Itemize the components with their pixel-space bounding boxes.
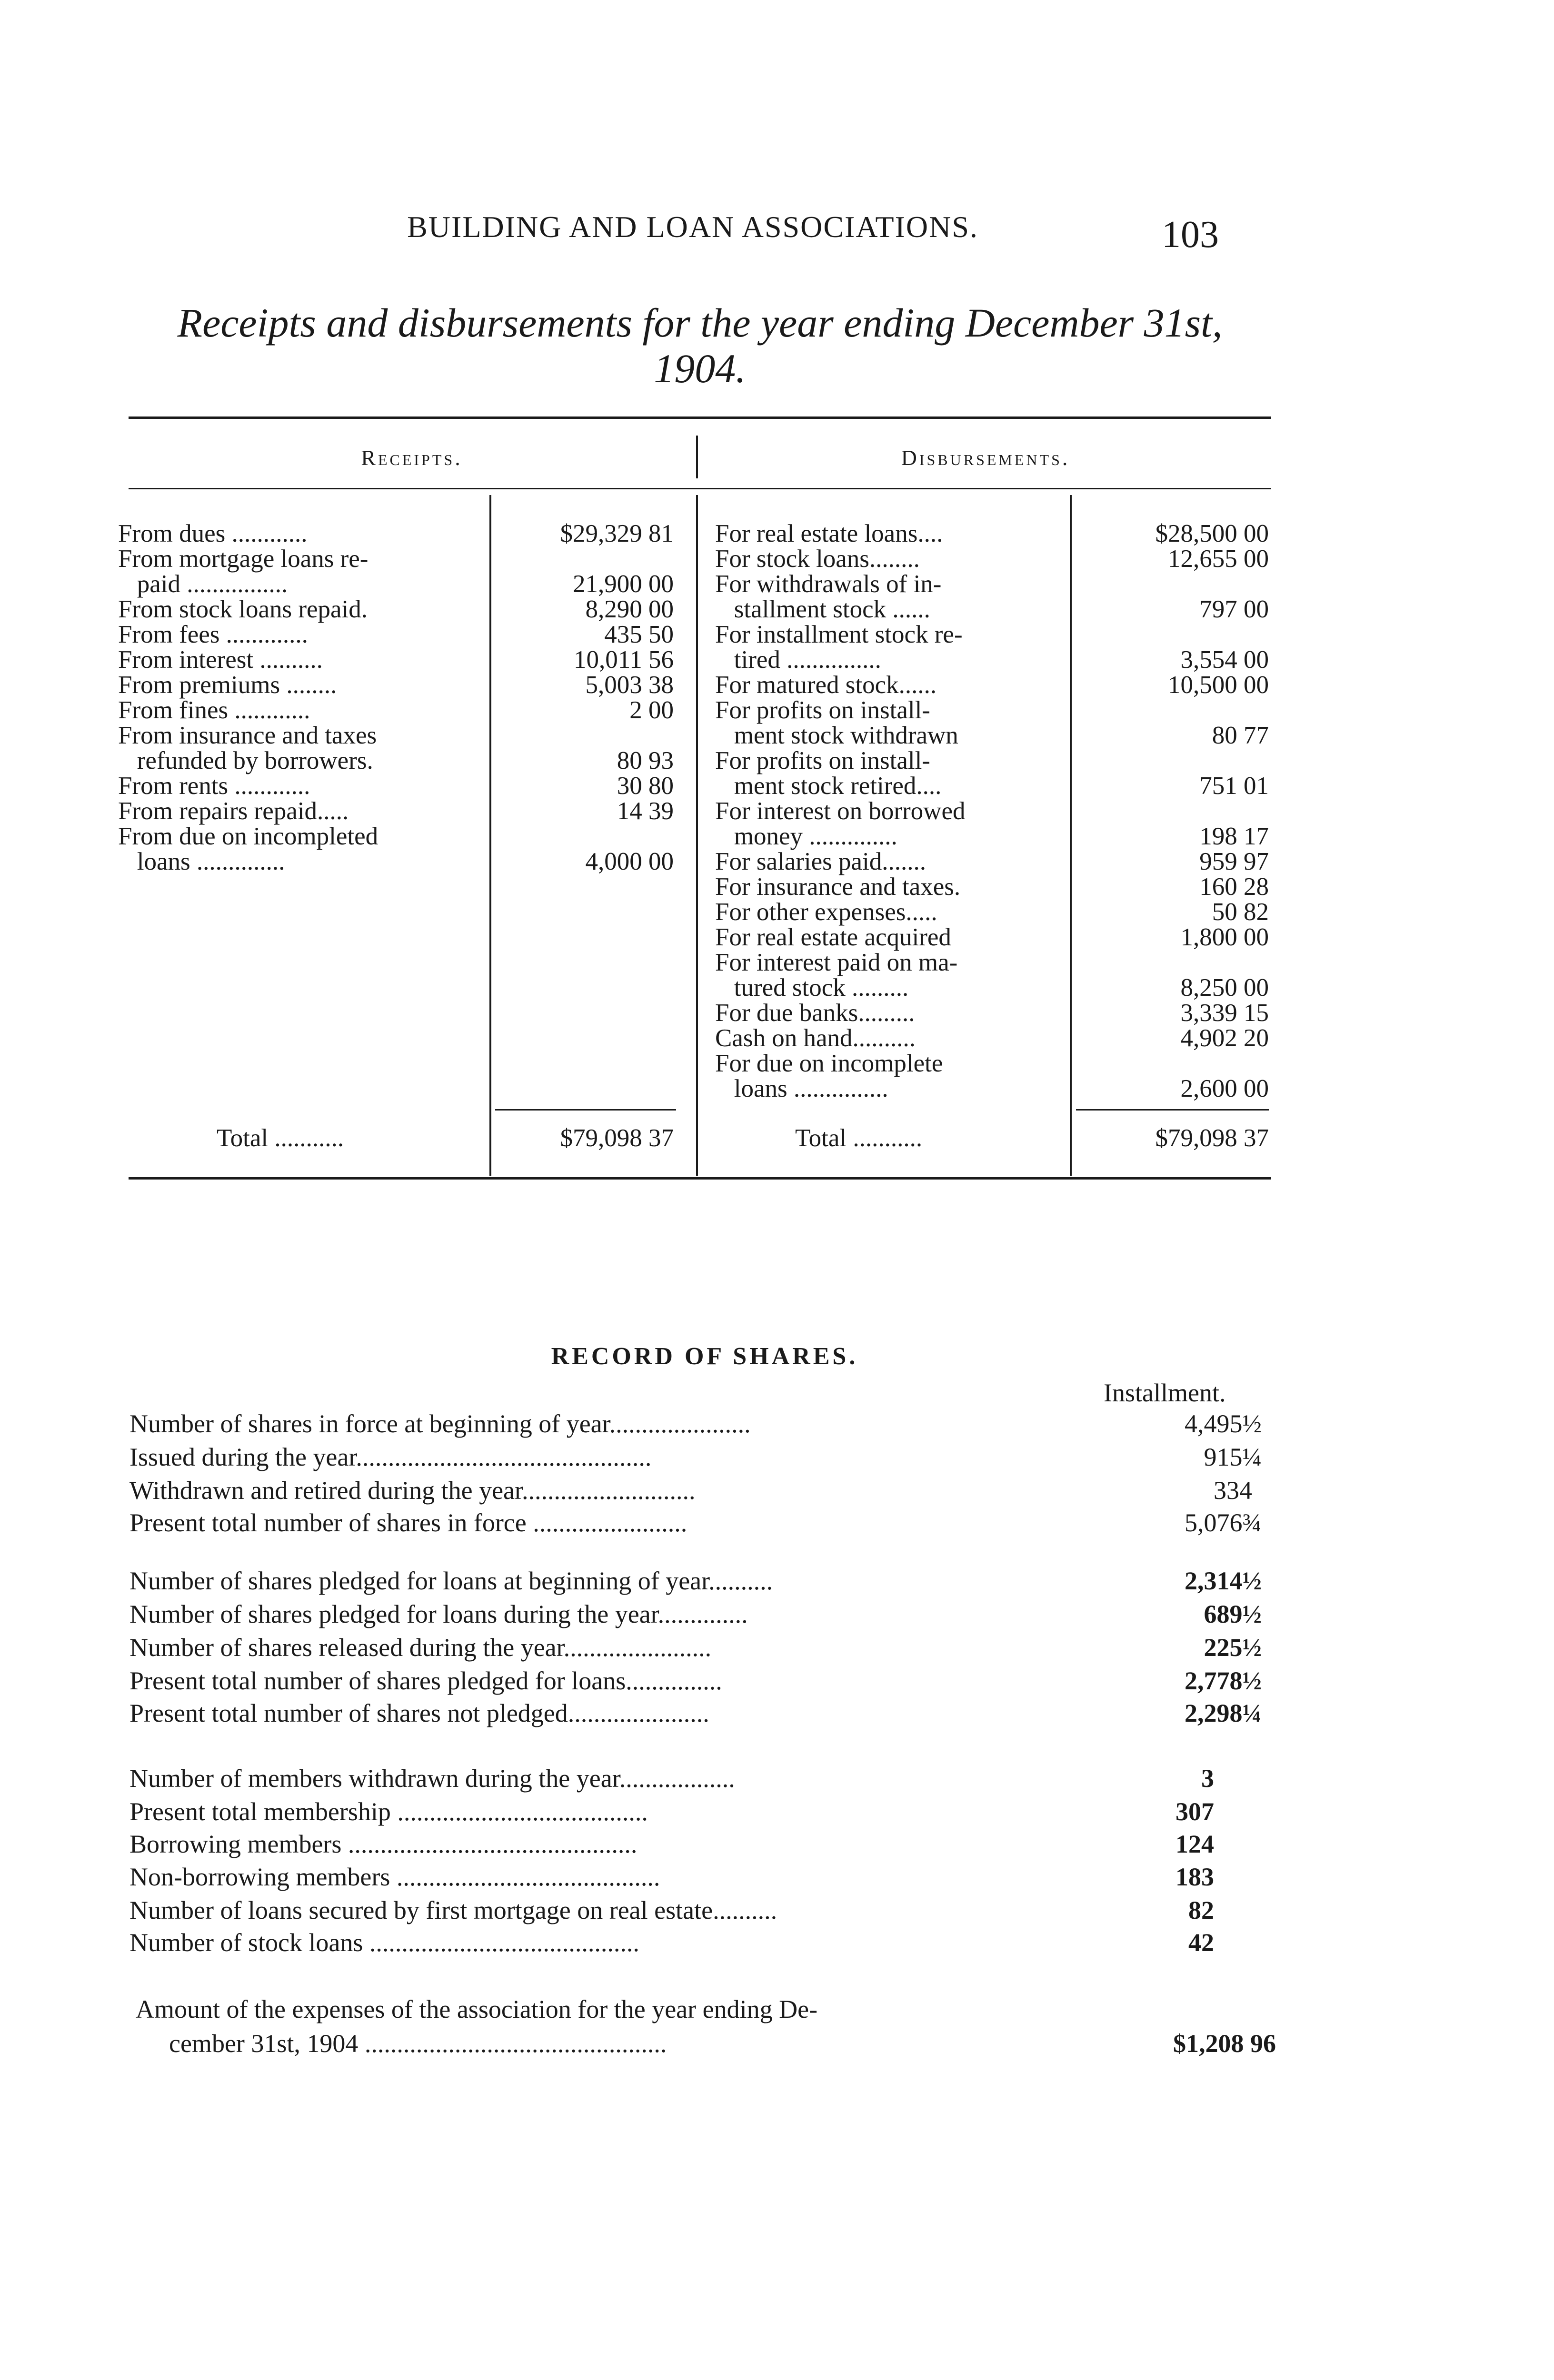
receipt-label: From rents ............ [118, 772, 310, 800]
receipt-label: From fees ............. [118, 621, 308, 648]
share-row-label: Number of stock loans .......................................... [130, 1928, 639, 1957]
disbursement-amount: $28,500 00 [1155, 520, 1269, 547]
disbursement-label: tured stock ......... [715, 974, 909, 1002]
table-caption [124, 300, 1276, 391]
disbursement-amount: 797 00 [1199, 595, 1269, 623]
share-row-value: 2,778½ [1185, 1666, 1262, 1695]
disbursement-amount: 2,600 00 [1180, 1075, 1269, 1102]
share-row-value: 225½ [1204, 1633, 1262, 1662]
share-row-label: Borrowing members ............................................. [130, 1830, 638, 1858]
header-divider [696, 436, 698, 478]
disbursement-label: For real estate loans.... [715, 520, 943, 547]
receipt-label: From premiums ........ [118, 671, 337, 699]
disbursement-amount: 12,655 00 [1168, 545, 1269, 573]
receipt-label: From due on incompleted [118, 823, 379, 850]
disbursement-label: ment stock withdrawn [715, 722, 958, 749]
disbursements-amount-divider [1070, 495, 1072, 1176]
receipt-label: From interest .......... [118, 646, 323, 674]
disbursement-amount: 959 97 [1199, 848, 1269, 875]
table-bottom-rule [129, 1177, 1271, 1180]
disbursement-amount: 8,250 00 [1180, 974, 1269, 1002]
share-row-value: 2,298¼ [1185, 1699, 1262, 1727]
share-row-label: Present total number of shares not pledged...................... [130, 1699, 709, 1727]
caption-line-2: 1904. [654, 346, 746, 391]
middle-divider [696, 495, 698, 1176]
share-row-label: Number of shares pledged for loans during the year.............. [130, 1600, 748, 1628]
disbursement-label: loans ............... [715, 1075, 888, 1102]
disbursement-label: For stock loans........ [715, 545, 920, 573]
disbursement-amount: 4,902 20 [1180, 1024, 1269, 1052]
running-header: BUILDING AND LOAN ASSOCIATIONS. [407, 210, 978, 244]
receipt-label: From mortgage loans re- [118, 545, 369, 573]
disbursement-label: For profits on install- [715, 747, 930, 774]
caption-line-1: Receipts and disbursements for the year ending December 31st, [177, 300, 1223, 346]
disbursements-total-rule [1076, 1109, 1269, 1111]
disbursement-label: For insurance and taxes. [715, 873, 961, 901]
receipt-amount: 4,000 00 [585, 848, 674, 875]
receipt-amount: 21,900 00 [573, 570, 674, 598]
receipt-label: From insurance and taxes [118, 722, 377, 749]
share-row-label: Number of shares released during the year....................... [130, 1633, 712, 1662]
share-row-value: 689½ [1204, 1600, 1262, 1628]
disbursement-label: For withdrawals of in- [715, 570, 942, 598]
page-number: 103 [1162, 214, 1219, 256]
disbursement-label: For installment stock re- [715, 621, 963, 648]
share-row-label: Withdrawn and retired during the year........................... [130, 1476, 696, 1505]
receipt-amount: 80 93 [617, 747, 674, 774]
table-top-rule [129, 416, 1271, 419]
disbursement-label: For interest on borrowed [715, 797, 966, 825]
expenses-label-line-1: Amount of the expenses of the association for the year ending De- [136, 1995, 818, 2023]
installment-column-header: Installment. [1104, 1378, 1226, 1407]
disbursement-label: Cash on hand.......... [715, 1024, 916, 1052]
share-row-label: Issued during the year.............................................. [130, 1443, 652, 1471]
share-row-label: Number of shares in force at beginning of year...................... [130, 1409, 751, 1438]
receipt-label: loans .............. [118, 848, 285, 875]
disbursement-label: tired ............... [715, 646, 881, 674]
receipts-total-rule [495, 1109, 676, 1111]
share-row-value: 124 [1175, 1830, 1214, 1858]
disbursement-label: For matured stock...... [715, 671, 937, 699]
receipt-amount: 30 80 [617, 772, 674, 800]
disbursement-label: For real estate acquired [715, 923, 951, 951]
receipt-label: refunded by borrowers. [118, 747, 373, 774]
disbursement-amount: 3,339 15 [1180, 999, 1269, 1027]
share-row-value: 82 [1188, 1896, 1214, 1924]
receipt-label: From fines ............ [118, 696, 310, 724]
share-row-value: 3 [1201, 1764, 1214, 1793]
receipt-amount: 5,003 38 [585, 671, 674, 699]
disbursement-label: ment stock retired.... [715, 772, 942, 800]
receipts-total-amount: $79,098 37 [560, 1124, 674, 1152]
disbursement-amount: 751 01 [1199, 772, 1269, 800]
disbursement-label: For salaries paid....... [715, 848, 926, 875]
disbursement-label: money .............. [715, 823, 897, 850]
share-row-label: Number of loans secured by first mortgage on real estate.......... [130, 1896, 777, 1924]
receipt-amount: 435 50 [604, 621, 674, 648]
share-row-label: Present total membership ....................................... [130, 1797, 648, 1826]
disbursement-label: For profits on install- [715, 696, 930, 724]
share-row-value: 334 [1214, 1476, 1252, 1505]
disbursement-amount: 3,554 00 [1180, 646, 1269, 674]
receipts-amount-divider [489, 495, 491, 1176]
receipt-amount: 10,011 56 [573, 646, 674, 674]
disbursement-label: stallment stock ...... [715, 595, 930, 623]
receipt-amount: 8,290 00 [585, 595, 674, 623]
disbursement-amount: 198 17 [1199, 823, 1269, 850]
share-row-value: 5,076¾ [1185, 1508, 1262, 1537]
receipt-label: From repairs repaid..... [118, 797, 349, 825]
receipt-label: paid ................ [118, 570, 288, 598]
expenses-label-line-2: cember 31st, 1904 ............................................... [169, 2029, 667, 2058]
share-row-label: Present total number of shares pledged for loans............... [130, 1666, 722, 1695]
share-row-value: 183 [1175, 1863, 1214, 1891]
share-row-value: 915¼ [1204, 1443, 1262, 1471]
share-row-label: Number of members withdrawn during the year.................. [130, 1764, 735, 1793]
disbursement-amount: 50 82 [1212, 898, 1269, 926]
disbursements-heading: Disbursements. [901, 446, 1070, 470]
disbursement-amount: 80 77 [1212, 722, 1269, 749]
disbursement-amount: 1,800 00 [1180, 923, 1269, 951]
header-rule [129, 488, 1271, 489]
share-row-label: Non-borrowing members ......................................... [130, 1863, 660, 1891]
disbursement-label: For due on incomplete [715, 1050, 943, 1077]
share-row-value: 4,495½ [1185, 1409, 1262, 1438]
disbursement-amount: 160 28 [1199, 873, 1269, 901]
share-row-label: Number of shares pledged for loans at beginning of year.......... [130, 1567, 773, 1595]
receipt-label: From dues ............ [118, 520, 308, 547]
expenses-value: $1,208 96 [1173, 2029, 1276, 2058]
disbursement-label: For due banks......... [715, 999, 915, 1027]
share-row-value: 42 [1188, 1928, 1214, 1957]
disbursement-amount: 10,500 00 [1168, 671, 1269, 699]
receipt-label: From stock loans repaid. [118, 595, 368, 623]
disbursements-total-label: Total ........... [795, 1124, 923, 1152]
receipt-amount: $29,329 81 [560, 520, 674, 547]
receipts-heading: Receipts. [361, 446, 463, 470]
share-row-value: 2,314½ [1185, 1567, 1262, 1595]
receipts-total-label: Total ........... [217, 1124, 344, 1152]
receipt-amount: 2 00 [629, 696, 674, 724]
share-row-label: Present total number of shares in force ........................ [130, 1508, 687, 1537]
disbursement-label: For interest paid on ma- [715, 949, 958, 976]
receipt-amount: 14 39 [617, 797, 674, 825]
disbursement-label: For other expenses..... [715, 898, 937, 926]
share-row-value: 307 [1175, 1797, 1214, 1826]
shares-section-title: RECORD OF SHARES. [551, 1343, 858, 1370]
disbursements-total-amount: $79,098 37 [1155, 1124, 1269, 1152]
